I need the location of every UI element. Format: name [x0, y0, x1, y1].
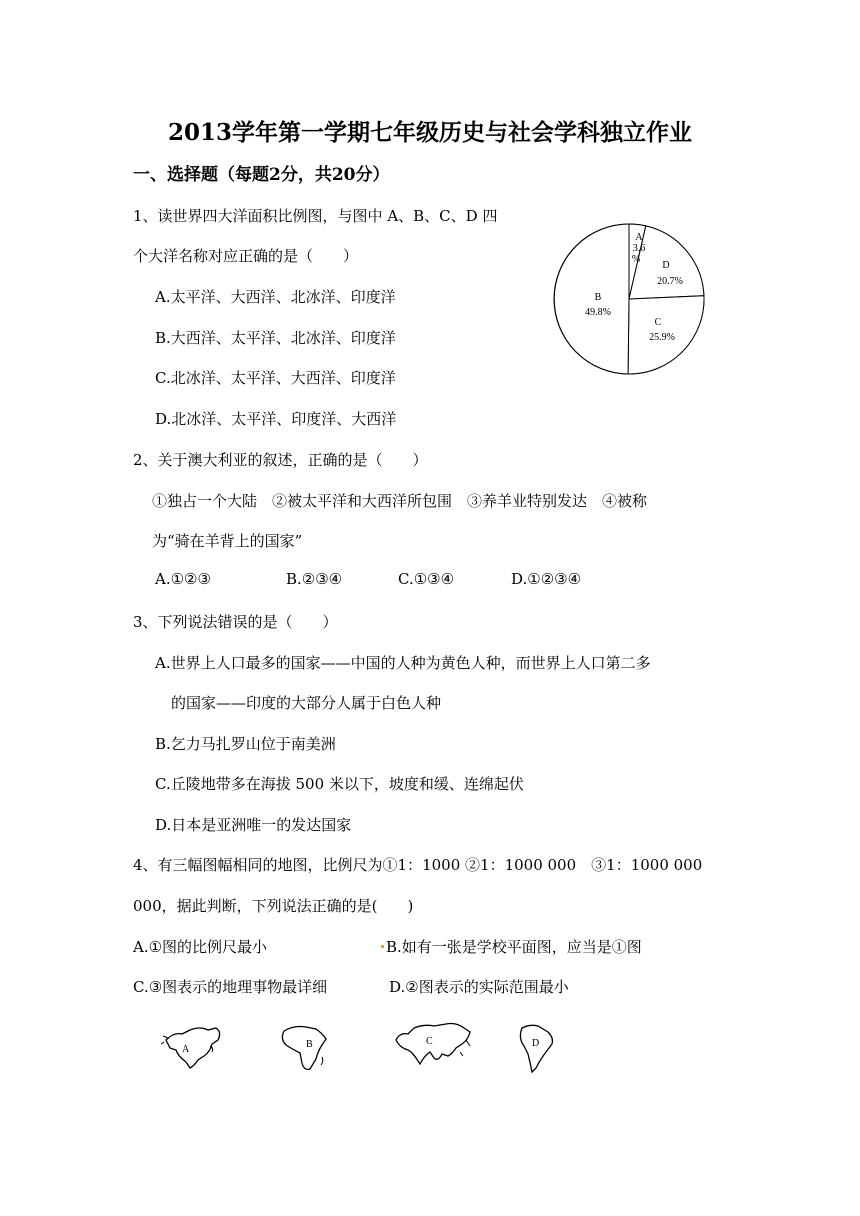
- continent-map-b: [276, 1023, 332, 1073]
- q1-option-d: D.北冰洋、太平洋、印度洋、大西洋: [155, 410, 397, 428]
- pie-label-a-unit: %: [631, 254, 641, 265]
- map-label-c: C: [426, 1036, 433, 1047]
- q2-items-line2: 为“骑在羊背上的国家”: [152, 532, 303, 550]
- q1-stem-line1: 1、读世界四大洋面积比例图，与图中 A、B、C、D 四: [133, 207, 498, 225]
- continent-map-a: [160, 1022, 230, 1072]
- pie-label-d-letter: D: [662, 260, 670, 271]
- map-label-d: D: [532, 1038, 540, 1049]
- q1-option-b: B.大西洋、太平洋、北冰洋、印度洋: [155, 329, 396, 347]
- continent-map-c: [390, 1018, 476, 1070]
- pie-label-d-value: 20.7%: [657, 276, 683, 287]
- pie-label-b-value: 49.8%: [585, 307, 611, 318]
- q3-option-a-line2: 的国家——印度的大部分人属于白色人种: [171, 694, 442, 712]
- pie-label-c-value: 25.9%: [649, 332, 675, 343]
- pie-label-c-letter: C: [654, 317, 662, 328]
- orange-mark: [381, 945, 384, 948]
- q2-option-b: B.②③④: [286, 570, 343, 588]
- q3-stem: 3、下列说法错误的是（ ）: [133, 613, 338, 631]
- pie-label-a-letter: A: [635, 232, 643, 243]
- pie-label-a-value: 3.6: [632, 243, 646, 254]
- q2-option-d: D.①②③④: [511, 570, 582, 588]
- q2-option-c: C.①③④: [398, 570, 455, 588]
- map-label-a: A: [182, 1044, 190, 1055]
- q3-option-a-line1: A.世界上人口最多的国家——中国的人种为黄色人种，而世界上人口第二多: [155, 654, 651, 672]
- q1-stem-line2: 个大洋名称对应正确的是（ ）: [133, 247, 359, 265]
- q4-option-d: D.②图表示的实际范围最小: [389, 978, 569, 996]
- continent-map-d: [512, 1022, 558, 1074]
- q3-option-d: D.日本是亚洲唯一的发达国家: [155, 816, 352, 834]
- section-heading: 一、选择题（每题2分，共20分）: [133, 165, 390, 185]
- q2-option-a: A.①②③: [155, 570, 211, 588]
- q2-stem: 2、关于澳大利亚的叙述，正确的是（ ）: [133, 451, 428, 469]
- q1-option-a: A.太平洋、大西洋、北冰洋、印度洋: [155, 288, 396, 306]
- pie-slice-b: [554, 224, 629, 374]
- q2-items-line1: ①独占一个大陆 ②被太平洋和大西洋所包围 ③养羊业特别发达 ④被称: [152, 492, 648, 510]
- q4-stem-line2: 000，据此判断，下列说法正确的是( ): [133, 897, 414, 915]
- q3-option-c: C.丘陵地带多在海拔 500 米以下，坡度和缓、连绵起伏: [155, 775, 524, 793]
- q4-option-a: A.①图的比例尺最小: [133, 938, 268, 956]
- page-title: 2013学年第一学期七年级历史与社会学科独立作业: [167, 119, 692, 146]
- pie-label-b-letter: B: [594, 292, 602, 303]
- q3-option-b: B.乞力马扎罗山位于南美洲: [155, 735, 336, 753]
- q4-option-c: C.③图表示的地理事物最详细: [133, 978, 328, 996]
- q4-option-b: B.如有一张是学校平面图，应当是①图: [386, 938, 642, 956]
- q1-option-c: C.北冰洋、太平洋、大西洋、印度洋: [155, 369, 396, 387]
- map-label-b: B: [306, 1039, 313, 1050]
- q4-stem-line1: 4、有三幅图幅相同的地图，比例尺为①1：1000 ②1：1000 000 ③1：1000 000: [133, 856, 703, 874]
- ocean-area-pie-chart: [552, 222, 706, 376]
